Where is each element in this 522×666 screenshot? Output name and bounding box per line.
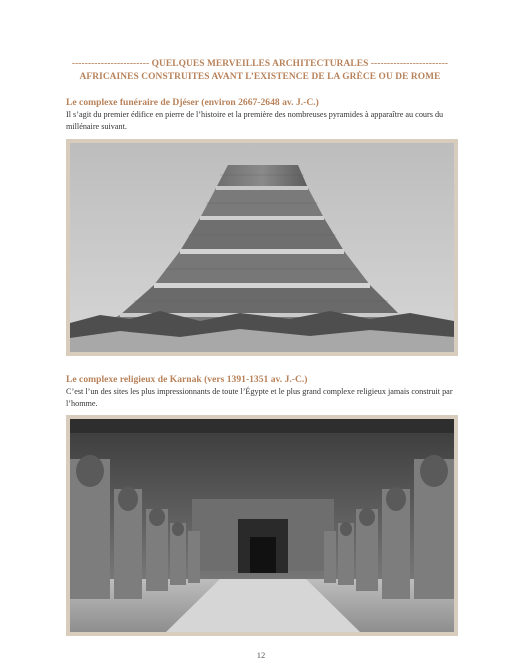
karnak-colonnade-image <box>70 419 454 632</box>
photo-djoser-pyramid <box>66 139 458 356</box>
photo-karnak-temple <box>66 415 458 636</box>
header-line-2: AFRICAINES CONSTRUITES AVANT L’EXISTENCE DE LA GRÈCE OU DE ROME <box>79 72 441 82</box>
page-header <box>60 58 460 84</box>
section-title-karnak: Le complexe religieux de Karnak (vers 1391-1351 av. J.-C.) <box>66 374 308 385</box>
section-text-karnak: C’est l’un des sites les plus impressionnants de toute l’Égypte et le plus grand complexe religieux jamais construit par l’homme. <box>66 387 453 408</box>
section-text-djoser: Il s’agit du premier édifice en pierre de l’histoire et la première des nombreuses pyramides à apparaître au cours du millénaire suivant. <box>66 110 444 131</box>
page-number: 12 <box>256 650 266 660</box>
header-line-1: ------------------------ QUELQUES MERVEILLES ARCHITECTURALES ------------------------ <box>71 59 449 69</box>
section-title-djoser: Le complexe funéraire de Djéser (environ 2667-2648 av. J.-C.) <box>66 97 319 108</box>
step-pyramid-image <box>70 143 454 352</box>
